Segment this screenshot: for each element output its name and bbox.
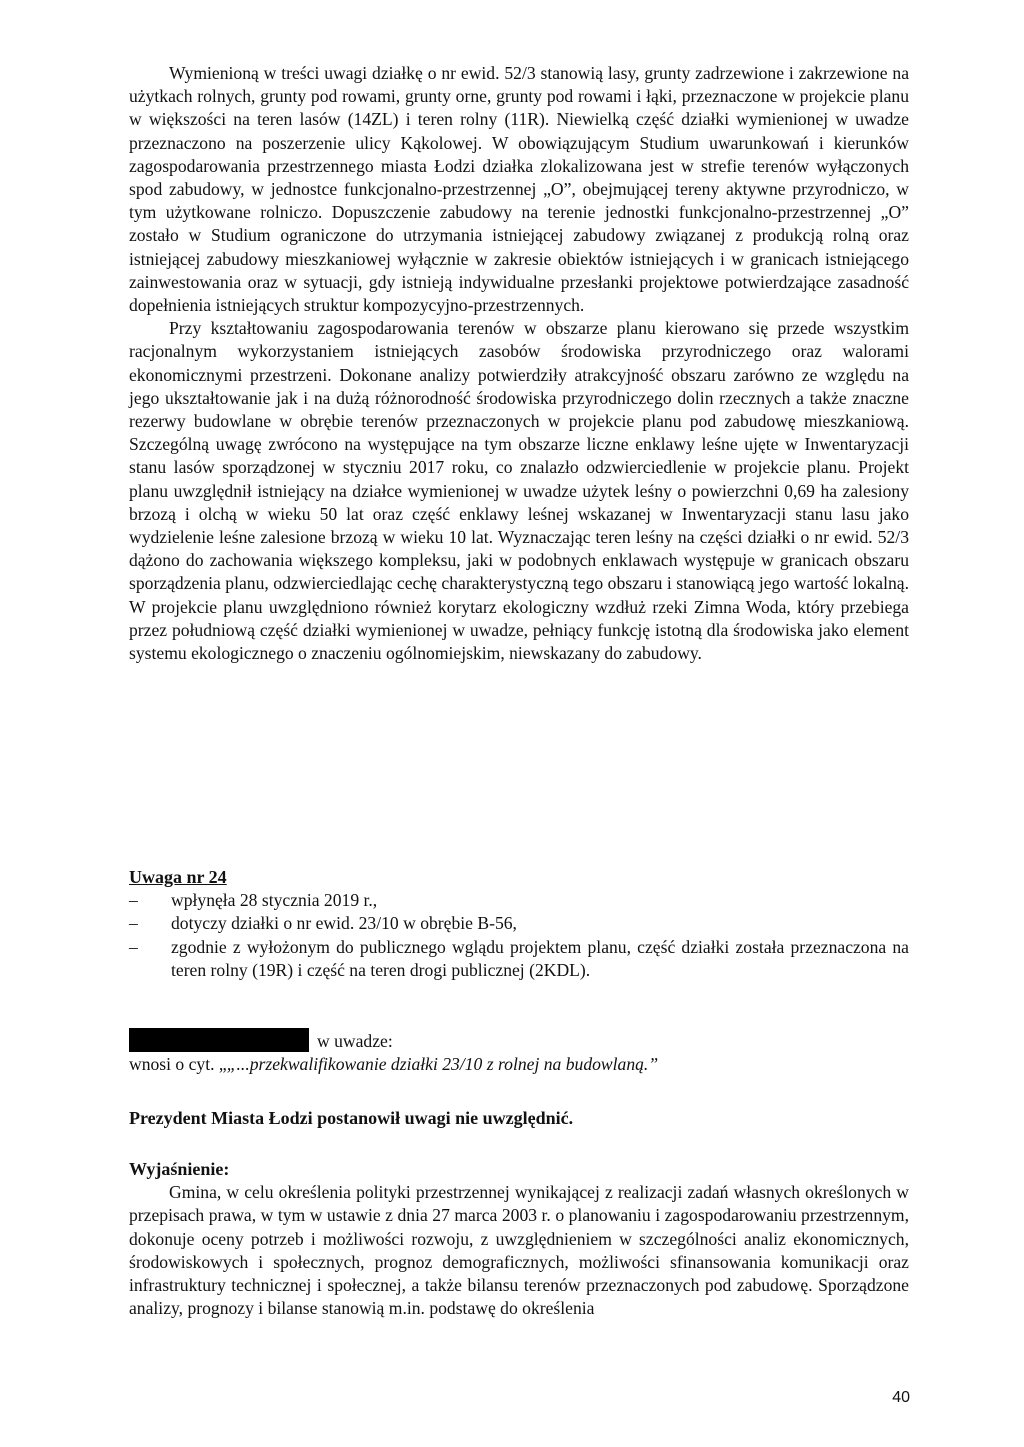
author-line: w uwadze:: [129, 1028, 909, 1053]
list-item: – wpłynęła 28 stycznia 2019 r.,: [129, 889, 909, 912]
list-item: – dotyczy działki o nr ewid. 23/10 w obrębie B-56,: [129, 912, 909, 935]
remark-heading: Uwaga nr 24: [129, 867, 227, 887]
paragraph-planning-rationale: Przy kształtowaniu zagospodarowania terenów w obszarze planu kierowano się przede wszystkim racjonalnym wykorzystaniem istniejących zasobów środowiska przyrodniczego oraz walorami ekonomicznymi przestrzeni. Dokonane analizy potwierdziły atrakcyjność obszaru zarówno ze względu na jego ukształtowanie jak i na dużą różnorodność środowiska przyrodniczego dolin rzecznych a także znaczne rezerwy budowlane w obrębie terenów przeznaczonych w projekcie planu pod zabudowę mieszkaniową. Szczególną uwagę zwrócono na występujące na tym obszarze liczne enklawy leśne ujęte w Inwentaryzacji stanu lasów sporządzonej w styczniu 2017 roku, co znalazło odzwierciedlenie w projekcie planu. Projekt planu uwzględnił istniejący na działce wymienionej w uwadze użytek leśny o powierzchni 0,69 ha zalesiony brzozą i olchą w wieku 50 lat oraz część enklawy leśnej wskazanej w Inwentaryzacji stanu lasu jako wydzielenie leśne zalesione brzozą w wieku 10 lat. Wyznaczając teren leśny na części działki o nr ewid. 52/3 dążono do zachowania większego kompleksu, jaki w podobnych enklawach występuje w granicach obszaru sporządzenia planu, odzwierciedlając cechę charakterystyczną tego obszaru i stanowiącą jego wartość lokalną. W projekcie planu uwzględniono również korytarz ekologiczny wzdłuż rzeki Zimna Woda, który przebiega przez południową część działki wymienionej w uwadze, pełniący funkcję istotną dla środowiska jako element systemu ekologicznego o znaczeniu ogólnomiejskim, niewskazany do zabudowy.: [129, 318, 909, 664]
explanation-heading: Wyjaśnienie:: [129, 1159, 230, 1179]
dash-bullet: –: [129, 936, 138, 957]
request-line: wnosi o cyt. „„...przekwalifikowanie działki 23/10 z rolnej na budowlaną.”: [129, 1054, 659, 1075]
remark-section: [129, 866, 909, 982]
decision-text: Prezydent Miasta Łodzi postanowił uwagi nie uwzględnić.: [129, 1108, 574, 1128]
explanation-section: [129, 1158, 909, 1320]
section-land-use: [129, 62, 909, 665]
dash-bullet: –: [129, 913, 138, 934]
request-quote: „...przekwalifikowanie działki 23/10 z rolnej na budowlaną.”: [226, 1054, 659, 1075]
paragraph-plot-description: Wymienioną w treści uwagi działkę o nr ewid. 52/3 stanowią lasy, grunty zadrzewione i zakrzewione na użytkach rolnych, grunty pod rowami, grunty orne, grunty pod rowami i łąki, przeznaczone w projekcie planu w większości na teren lasów (14ZL) i teren rolny (11R). Niewielką część działki wymienionej w uwadze przeznaczono na poszerzenie ulicy Kąkolowej. W obowiązującym Studium uwarunkowań i kierunków zagospodarowania przestrzennego miasta Łodzi działka zlokalizowana jest w strefie terenów wyłączonych spod zabudowy, w jednostce funkcjonalno-przestrzennej „O”, obejmującej tereny aktywne przyrodniczo, w tym użytkowane rolniczo. Dopuszczenie zabudowy na terenie jednostki funkcjonalno-przestrzennej „O” zostało w Studium ograniczone do utrzymania istniejącej zabudowy związanej z produkcją rolną oraz istniejącej zabudowy mieszkaniowej wyłącznie w zakresie obiektów istniejących i w granicach istniejącego zainwestowania oraz w sytuacji, gdy istnieją indywidualne przesłanki projektowe potwierdzające zasadność dopełnienia istniejących struktur kompozycyjno-przestrzennych.: [129, 63, 909, 316]
list-item: – zgodnie z wyłożonym do publicznego wglądu projektem planu, część działki została przeznaczona na teren rolny (19R) i część na teren drogi publicznej (2KDL).: [129, 936, 909, 980]
remark-details-list: [129, 889, 909, 982]
decision: [129, 1107, 909, 1130]
redacted-name: [129, 1028, 309, 1052]
dash-bullet: –: [129, 890, 138, 911]
page-number: 40: [892, 1389, 910, 1406]
explanation-text: Gmina, w celu określenia polityki przestrzennej wynikającej z realizacji zadań własnych określonych w przepisach prawa, w tym w ustawie z dnia 27 marca 2003 r. o planowaniu i zagospodarowaniu przestrzennym, dokonuje oceny potrzeb i możliwości rozwoju, z uwzględnieniem w szczególności analiz ekonomicznych, środowiskowych i społecznych, prognoz demograficznych, możliwości sfinansowania komunikacji oraz infrastruktury technicznej i społecznej, a także bilansu terenów przeznaczonych pod zabudowę. Sporządzone analizy, prognozy i bilanse stanowią m.in. podstawę do określenia: [129, 1182, 909, 1319]
remark-request: [129, 1028, 909, 1076]
